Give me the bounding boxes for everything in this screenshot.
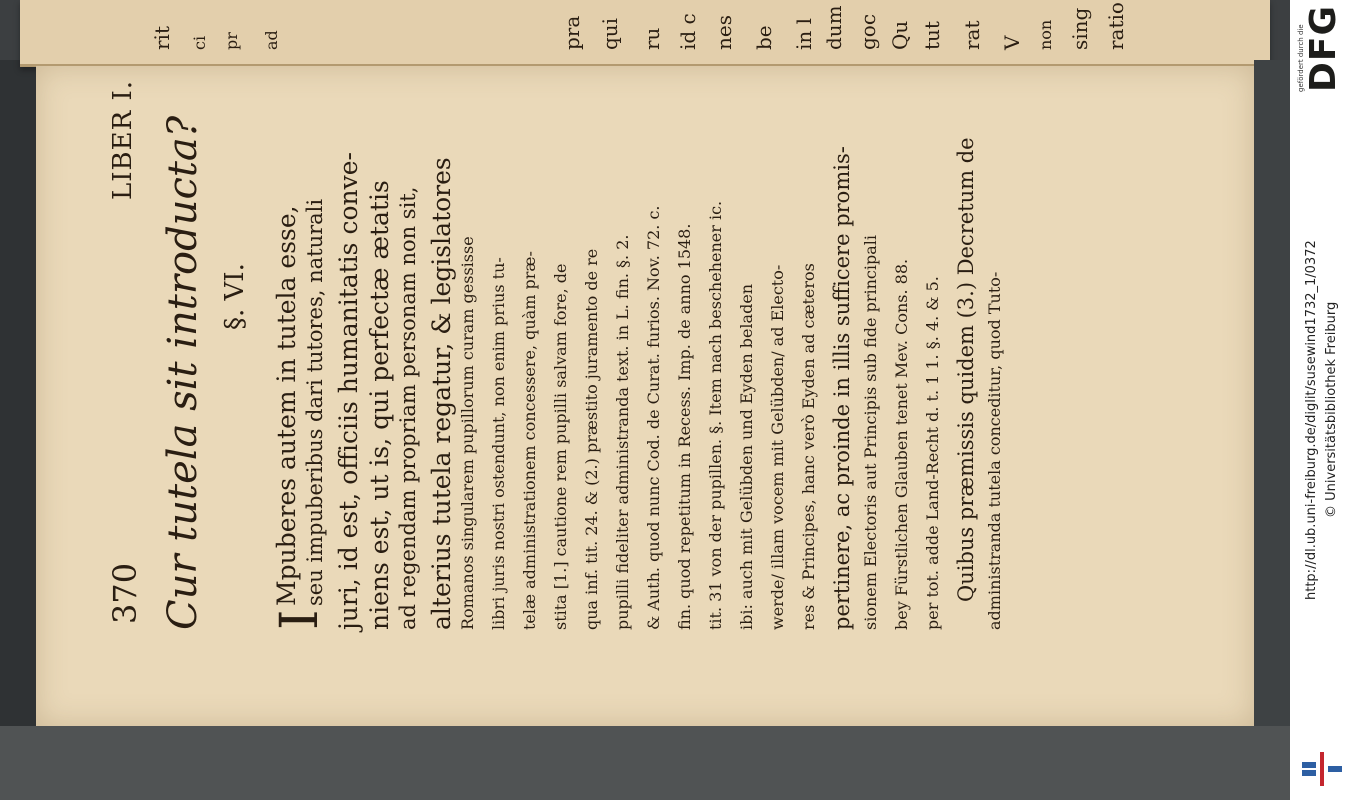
body-line: juri, id est, officiis humanitatis conve-: [334, 152, 363, 630]
previous-page-strip: [20, 0, 1270, 67]
previous-page-fragment: nes: [712, 15, 736, 50]
body-line: Mpuberes autem in tutela esse,: [272, 205, 301, 606]
body-line: pupilli fideliter administranda text. in L. fin. §. 2.: [613, 234, 632, 630]
running-head: LIBER I.: [108, 80, 138, 200]
body-line: res & Principes, hanc verò Eyden ad cæteros: [799, 263, 818, 630]
previous-page-fragment: ad: [262, 30, 281, 50]
previous-page-fragment: dum: [822, 5, 846, 50]
body-line: niens est, ut is, qui perfectæ ætatis: [365, 180, 394, 630]
body-line: bey Fürstlichen Glauben tenet Mev. Cons. 88.: [892, 258, 911, 630]
ub-freiburg-logo-icon: [1300, 748, 1344, 788]
body-line: qua inf. tit. 24. & (2.) præstito juramento de re: [582, 248, 601, 630]
section-heading: §. VI.: [220, 263, 250, 330]
previous-page-fragment: goc: [856, 13, 880, 50]
previous-page-fragment: non: [1036, 19, 1055, 50]
body-line: tit. 31 von der pupillen. §. Item nach beschehener ic.: [706, 200, 725, 630]
chapter-title: Cur tutela sit introducta?: [160, 115, 206, 630]
body-line: seu impuberibus dari tutores, naturali: [303, 198, 327, 606]
copyright-notice: © Universitätsbibliothek Freiburg: [1324, 301, 1339, 518]
library-sidebar: [1290, 0, 1349, 800]
previous-page-fragment: pra: [560, 15, 584, 50]
book-cover-edge-bottom: [0, 726, 1290, 800]
body-line: ad regendam propriam personam non sit,: [396, 186, 420, 630]
body-line: administranda tutela conceditur, quod Tuto-: [985, 271, 1004, 630]
dfg-funding-note: gefördert durch die: [1297, 24, 1305, 92]
previous-page-fragment: ru: [640, 27, 664, 50]
previous-page-fragment: ci: [190, 35, 209, 50]
previous-page-fragment: id c: [676, 13, 700, 50]
previous-page-fragment: V: [1000, 35, 1024, 50]
body-line: pertinere, ac proinde in illis sufficere promis-: [830, 146, 854, 630]
page-number: 370: [106, 562, 144, 624]
previous-page-fragment: tut: [920, 21, 944, 50]
previous-page-fragment: Qu: [888, 20, 912, 50]
body-line: alterius tutela regatur, & legislatores: [427, 157, 456, 630]
previous-page-fragment: qui: [598, 17, 622, 50]
previous-page-fragment: be: [752, 25, 776, 50]
permalink-url[interactable]: http://dl.ub.uni-freiburg.de/diglit/susewind1732_1/0372: [1304, 240, 1319, 600]
body-line: fin. quod repetitum in Recess. Imp. de anno 1548.: [675, 223, 694, 630]
page-text-block: [100, 80, 1110, 630]
previous-page-fragment: rat: [960, 20, 984, 50]
book-spine-cloth: [1254, 60, 1290, 800]
body-line: libri juris nostri ostendunt, non enim prius tu-: [489, 257, 508, 630]
body-line: per tot. adde Land-Recht d. t. 1 1. §. 4. & 5.: [923, 276, 942, 630]
body-line: telæ administrationem concessere, quàm præ-: [520, 251, 539, 630]
previous-page-fragment: rit: [150, 26, 174, 50]
drop-cap: I: [270, 609, 330, 630]
body-line: stita [1.] cautione rem pupilli salvam fore, de: [551, 263, 570, 630]
previous-page-fragment: sing: [1068, 7, 1092, 50]
body-line: werde/ illam vocem mit Gelübden/ ad Electo-: [768, 264, 787, 630]
book-cover-edge-left: [0, 60, 36, 800]
body-line: sionem Electoris aut Principis sub fide principali: [861, 235, 880, 630]
body-line: ibi: auch mit Gelübden und Eyden beladen: [737, 283, 756, 630]
previous-page-fragment: ratio: [1104, 2, 1128, 50]
body-line: & Auth. quod nunc Cod. de Curat. furios. Nov. 72. c.: [644, 205, 663, 630]
body-line: Quibus præmissis quidem (3.) Decretum de: [954, 137, 978, 602]
previous-page-fragment: in l: [792, 17, 816, 50]
dfg-logo: DFG: [1303, 4, 1344, 92]
body-line: Romanos singularem pupillorum curam gessisse: [458, 236, 477, 630]
previous-page-fragment: pr: [222, 32, 241, 50]
